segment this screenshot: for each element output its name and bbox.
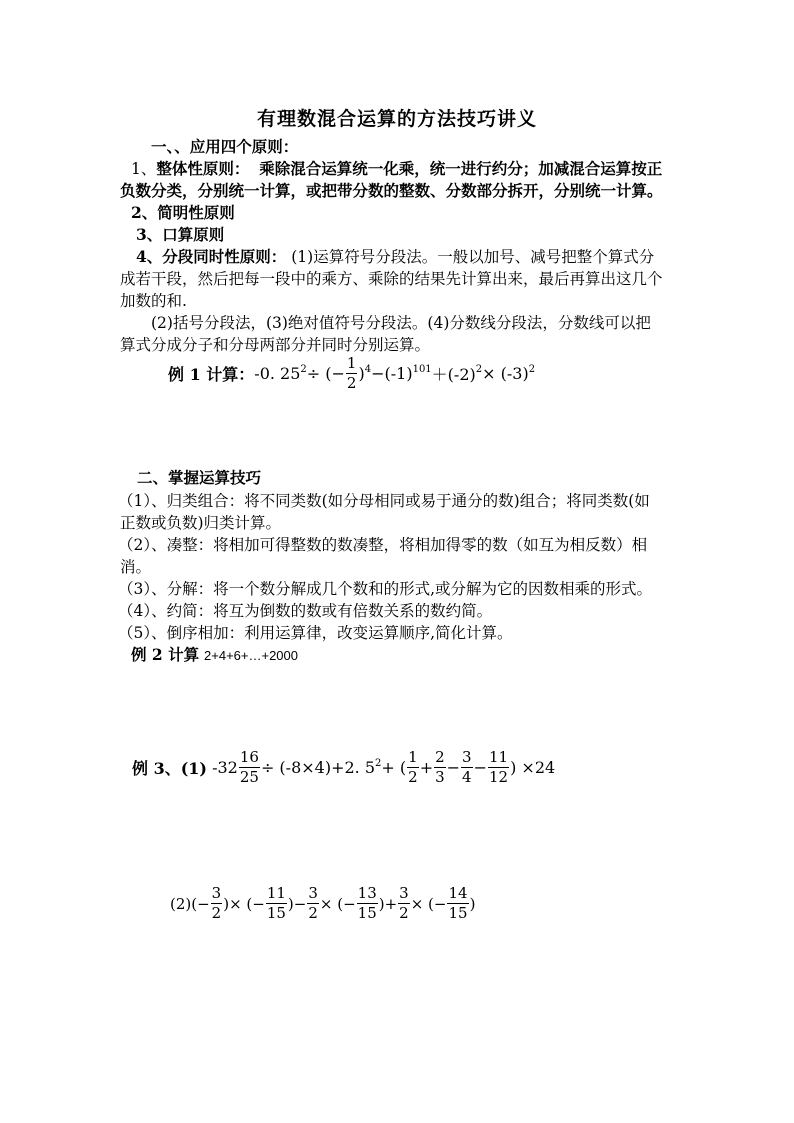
operator: − <box>473 758 487 777</box>
numerator: 16 <box>239 748 259 766</box>
section2-heading: 二、掌握运算技巧 <box>137 468 262 487</box>
example-2-label: 例 2 计算 <box>131 645 200 664</box>
numerator: 1 <box>408 748 418 766</box>
denominator: 2 <box>399 904 409 922</box>
example-3-label: 例 3、(1) <box>132 759 207 778</box>
denominator: 15 <box>357 904 377 922</box>
example-1-label: 例 1 计算： <box>168 365 255 384</box>
principle-4-cont2: 加数的和. <box>120 292 187 310</box>
technique-1: （1）、归类组合：将不同类数(如分母相同或易于通分的数)组合；将同类数(如 <box>118 492 650 510</box>
fraction <box>447 886 468 921</box>
numerator: 3 <box>308 884 318 902</box>
example-1-term: -0. 25 <box>254 364 301 383</box>
fraction <box>357 886 378 921</box>
fraction <box>461 750 473 785</box>
technique-1-cont: 正数或负数)归类计算。 <box>120 514 282 532</box>
denominator: 12 <box>489 768 509 786</box>
fraction <box>307 886 319 921</box>
principle-3: 3、口算原则 <box>136 225 225 244</box>
fraction <box>434 750 446 785</box>
math-term: (− <box>191 894 210 913</box>
denominator: 15 <box>448 904 468 922</box>
document-title: 有理数混合运算的方法技巧讲义 <box>256 108 537 130</box>
denominator: 3 <box>435 768 445 786</box>
denominator: 2 <box>308 904 318 922</box>
example-1-term: ) <box>358 364 365 383</box>
fraction <box>346 356 358 391</box>
numerator: 1 <box>346 354 357 372</box>
operator: + <box>419 758 434 777</box>
math-term: )+ <box>378 894 398 913</box>
exponent: 2 <box>375 758 382 769</box>
principle-4-text: (1)运算符号分段法。一般以加号、减号把整个算式分 <box>291 248 655 266</box>
math-term: )× (− <box>223 894 265 913</box>
numerator: 14 <box>448 884 468 902</box>
exponent: 2 <box>528 364 536 375</box>
example-2-expression: 2+4+6+…+2000 <box>204 648 298 663</box>
fraction <box>266 886 287 921</box>
principle-1-cont: 负数分类，分别统一计算，或把带分数的整数、分数部分拆开，分别统一计算。 <box>120 181 663 200</box>
exponent: 2 <box>300 364 307 375</box>
math-term: ) ×24 <box>510 758 556 777</box>
numerator: 11 <box>489 748 509 766</box>
math-term: -32 <box>212 758 238 777</box>
example-1-term: ＋(-2) <box>431 365 476 384</box>
numerator: 3 <box>211 884 222 902</box>
principle-5: (2)括号分段法，(3)绝对值符号分段法。(4)分数线分段法，分数线可以把 <box>151 314 651 332</box>
denominator: 15 <box>266 904 286 922</box>
denominator: 25 <box>239 768 259 786</box>
principle-4-title: 4、分段同时性原则： <box>136 247 287 266</box>
math-term: )− <box>287 894 307 913</box>
denominator: 2 <box>408 768 418 786</box>
exponent: 4 <box>364 364 372 375</box>
section1-heading: 一、、应用四个原则： <box>151 137 299 156</box>
example-3-part-1 <box>132 750 555 785</box>
example-1-term: ÷ (− <box>306 364 345 383</box>
math-term: × (− <box>319 894 356 913</box>
principle-2: 2、简明性原则 <box>131 203 235 222</box>
principle-1-number: 1、 <box>131 160 157 178</box>
numerator: 3 <box>462 748 472 766</box>
fraction <box>488 750 509 785</box>
example-1 <box>168 356 535 391</box>
principle-1-text: 乘除混合运算统一化乘，统一进行约分；加减混合运算按正 <box>259 159 663 178</box>
technique-2-cont: 消。 <box>120 558 152 576</box>
technique-2: （2）、凑整：将相加可得整数的数凑整，将相加得零的数（如互为相反数）相 <box>118 536 648 554</box>
technique-5: （5）、倒序相加：利用运算律，改变运算顺序,简化计算。 <box>118 624 513 642</box>
principle-5-cont: 算式分成分子和分母两部分并同时分别运算。 <box>120 336 431 354</box>
example-1-term: × (-3) <box>482 364 529 383</box>
math-term: + ( <box>381 758 407 777</box>
technique-3: （3）、分解：将一个数分解成几个数和的形式,或分解为它的因数相乘的形式。 <box>118 580 653 598</box>
denominator: 2 <box>211 904 222 922</box>
math-term: ) <box>469 894 476 913</box>
math-term: × (− <box>410 894 447 913</box>
part-label: (2) <box>170 894 192 913</box>
numerator: 2 <box>435 748 445 766</box>
fraction <box>211 886 223 921</box>
fraction <box>407 750 419 785</box>
exponent: 2 <box>475 364 483 375</box>
math-term: ÷ (-8×4)+2. 5 <box>260 758 376 777</box>
numerator: 3 <box>399 884 409 902</box>
principle-1 <box>131 158 662 180</box>
fraction <box>239 750 260 785</box>
numerator: 11 <box>266 884 286 902</box>
fraction <box>398 886 410 921</box>
exponent: 101 <box>412 364 432 375</box>
denominator: 4 <box>462 768 472 786</box>
numerator: 13 <box>357 884 377 902</box>
example-3-part-2 <box>170 886 475 921</box>
principle-4-cont1: 成若干段，然后把每一段中的乘方、乘除的结果先计算出来，最后再算出这几个 <box>120 270 663 288</box>
example-1-term: −(-1) <box>371 364 413 383</box>
example-2 <box>131 644 298 667</box>
technique-4: （4）、约简：将互为倒数的数或有倍数关系的数约简。 <box>118 602 493 620</box>
denominator: 2 <box>346 374 357 392</box>
principle-1-title: 整体性原则： <box>156 159 250 178</box>
operator: − <box>446 758 461 777</box>
principle-4 <box>136 246 654 268</box>
